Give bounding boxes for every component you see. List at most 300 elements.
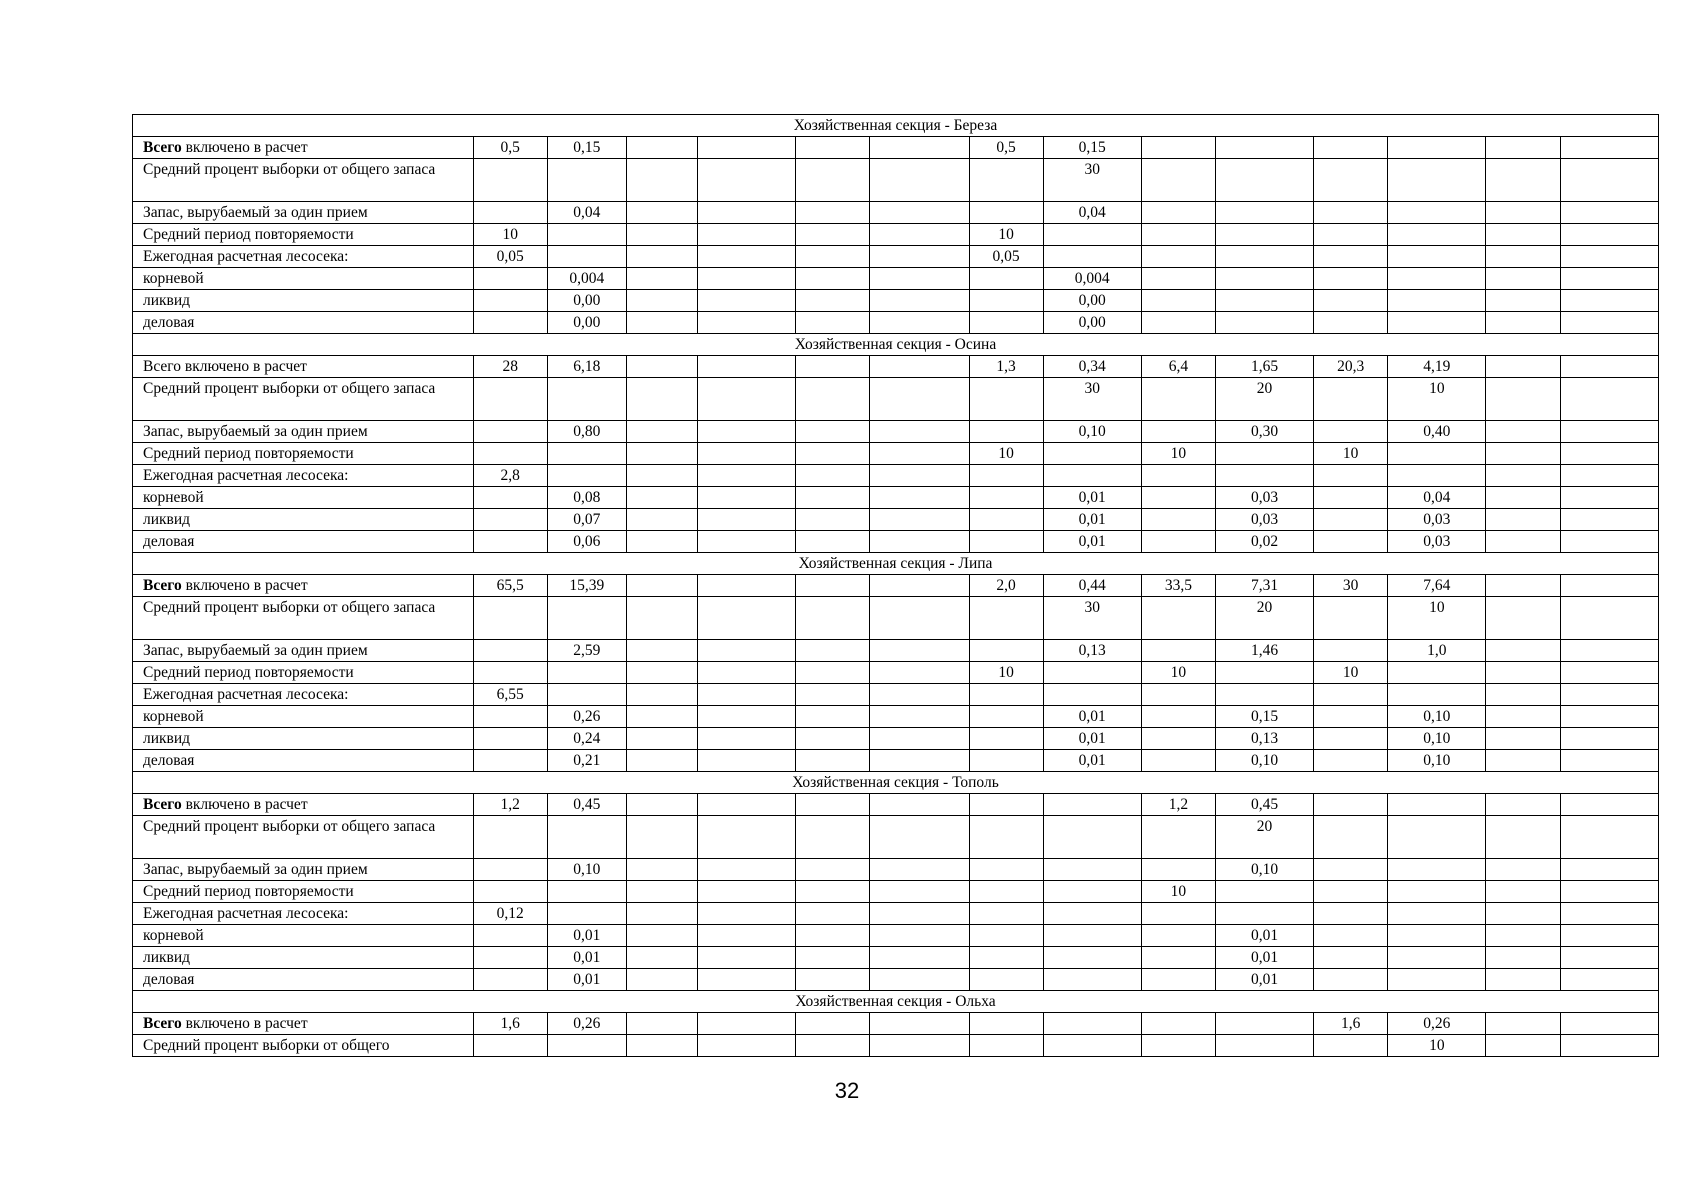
table-cell: 6,18: [547, 356, 626, 378]
table-cell: [1215, 246, 1313, 268]
table-cell: [796, 1035, 870, 1057]
table-cell: 0,01: [1215, 947, 1313, 969]
row-label-text: корневой: [143, 708, 204, 725]
table-cell: 0,01: [1215, 969, 1313, 991]
table-cell: [796, 794, 870, 816]
row-label: [133, 443, 474, 465]
table-cell: [698, 465, 796, 487]
table-cell: [969, 728, 1043, 750]
table-cell: [1141, 750, 1215, 772]
table-cell: [626, 575, 697, 597]
section-header-row: [133, 991, 1659, 1013]
table-cell: [796, 356, 870, 378]
table-cell: 0,10: [1388, 750, 1486, 772]
table-cell: 0,004: [547, 268, 626, 290]
row-label-text: деловая: [143, 314, 195, 331]
table-cell: [870, 662, 969, 684]
table-cell: [1486, 290, 1560, 312]
table-cell: [1560, 794, 1658, 816]
table-cell: [1043, 1035, 1141, 1057]
table-cell: [1215, 662, 1313, 684]
table-cell: [870, 531, 969, 553]
table-row: [133, 137, 1659, 159]
row-label-text: Средний процент выборки от общего запаса: [143, 599, 436, 616]
table-cell: [1314, 859, 1388, 881]
table-cell: [796, 268, 870, 290]
table-cell: [1486, 1035, 1560, 1057]
table-cell: [1486, 159, 1560, 202]
row-label-text: Ежегодная расчетная лесосека:: [143, 686, 349, 703]
row-label-text: ликвид: [143, 949, 191, 966]
table-cell: [1314, 378, 1388, 421]
row-label-text: включено в расчет: [185, 577, 308, 594]
table-cell: 0,00: [547, 312, 626, 334]
table-cell: 6,4: [1141, 356, 1215, 378]
table-cell: [1486, 487, 1560, 509]
table-row: [133, 378, 1659, 421]
table-cell: [1314, 903, 1388, 925]
table-cell: 10: [1388, 597, 1486, 640]
table-cell: [698, 597, 796, 640]
table-row: [133, 706, 1659, 728]
table-cell: [1560, 356, 1658, 378]
row-label: [133, 268, 474, 290]
section-header-row: [133, 115, 1659, 137]
row-label: [133, 750, 474, 772]
table-cell: 0,01: [547, 925, 626, 947]
table-cell: [969, 465, 1043, 487]
table-cell: [626, 421, 697, 443]
table-cell: [1141, 597, 1215, 640]
row-label: [133, 290, 474, 312]
row-label-bold: Всего: [143, 1015, 182, 1032]
table-cell: [473, 487, 547, 509]
row-label-text: включено в расчет: [185, 139, 308, 156]
table-cell: [1486, 246, 1560, 268]
table-cell: [1486, 268, 1560, 290]
table-cell: [1388, 246, 1486, 268]
table-row: [133, 531, 1659, 553]
row-label: [133, 794, 474, 816]
table-row: [133, 662, 1659, 684]
table-cell: [870, 246, 969, 268]
table-cell: 0,45: [1215, 794, 1313, 816]
section-header-row: [133, 553, 1659, 575]
row-label-text: включено в расчет: [185, 1015, 308, 1032]
table-cell: 0,24: [547, 728, 626, 750]
table-cell: 0,34: [1043, 356, 1141, 378]
table-cell: [1486, 947, 1560, 969]
row-label-text: Средний процент выборки от общего запаса: [143, 161, 436, 178]
table-cell: [1486, 443, 1560, 465]
table-cell: [1560, 947, 1658, 969]
table-cell: 30: [1043, 378, 1141, 421]
table-cell: [969, 859, 1043, 881]
table-cell: [473, 947, 547, 969]
table-cell: 0,10: [1215, 750, 1313, 772]
table-cell: [1215, 684, 1313, 706]
table-cell: [870, 378, 969, 421]
table-cell: [1314, 487, 1388, 509]
table-cell: [698, 1035, 796, 1057]
table-cell: [1388, 925, 1486, 947]
table-cell: [1388, 969, 1486, 991]
table-row: [133, 794, 1659, 816]
row-label-text: Ежегодная расчетная лесосека:: [143, 467, 349, 484]
table-cell: 0,04: [1043, 202, 1141, 224]
row-label-text: ликвид: [143, 730, 191, 747]
table-cell: [969, 1035, 1043, 1057]
table-cell: [1215, 224, 1313, 246]
table-cell: [698, 137, 796, 159]
table-cell: 0,26: [547, 706, 626, 728]
table-cell: [1560, 509, 1658, 531]
row-label: [133, 947, 474, 969]
row-label-text: деловая: [143, 971, 195, 988]
table-cell: [1141, 509, 1215, 531]
table-cell: [1486, 509, 1560, 531]
table-cell: [1141, 202, 1215, 224]
table-cell: [1486, 728, 1560, 750]
table-cell: [1314, 925, 1388, 947]
table-cell: 0,01: [1043, 750, 1141, 772]
row-label-text: Запас, вырубаемый за один прием: [143, 423, 368, 440]
table-cell: [1043, 224, 1141, 246]
row-label-text: Средний период повторяемости: [143, 883, 354, 900]
table-cell: [1560, 728, 1658, 750]
table-cell: 0,07: [547, 509, 626, 531]
table-row: [133, 465, 1659, 487]
section-title: Хозяйственная секция - Осина: [133, 334, 1659, 356]
row-label-text: Средний процент выборки от общего: [143, 1037, 390, 1054]
table-cell: [626, 706, 697, 728]
table-cell: [969, 925, 1043, 947]
table-cell: [698, 881, 796, 903]
table-cell: [870, 728, 969, 750]
row-label: [133, 356, 474, 378]
table-cell: [626, 1013, 697, 1035]
table-cell: [1486, 640, 1560, 662]
table-cell: 30: [1043, 159, 1141, 202]
table-cell: [796, 750, 870, 772]
table-cell: [626, 246, 697, 268]
section-header-row: [133, 334, 1659, 356]
row-label: [133, 202, 474, 224]
row-label-text: включено в расчет: [185, 796, 308, 813]
table-cell: 0,01: [1215, 925, 1313, 947]
table-cell: [870, 1013, 969, 1035]
table-cell: [473, 1035, 547, 1057]
table-cell: [1560, 531, 1658, 553]
table-cell: [547, 684, 626, 706]
table-cell: [1314, 947, 1388, 969]
table-cell: [870, 509, 969, 531]
table-cell: [1141, 903, 1215, 925]
table-cell: [1486, 903, 1560, 925]
table-cell: [626, 465, 697, 487]
table-cell: [796, 202, 870, 224]
table-cell: 10: [1141, 662, 1215, 684]
row-label: [133, 969, 474, 991]
table-cell: [969, 816, 1043, 859]
table-cell: 0,01: [1043, 706, 1141, 728]
table-cell: [1043, 881, 1141, 903]
table-cell: [870, 421, 969, 443]
table-cell: [1560, 684, 1658, 706]
table-cell: [1215, 137, 1313, 159]
table-cell: [796, 662, 870, 684]
table-cell: 0,10: [1388, 706, 1486, 728]
row-label: [133, 640, 474, 662]
table-cell: [698, 859, 796, 881]
table-cell: [796, 1013, 870, 1035]
table-cell: 0,08: [547, 487, 626, 509]
table-cell: [870, 969, 969, 991]
table-cell: 0,26: [547, 1013, 626, 1035]
row-label: [133, 465, 474, 487]
table-cell: 0,10: [1388, 728, 1486, 750]
row-label: [133, 487, 474, 509]
table-cell: [1314, 509, 1388, 531]
table-cell: [698, 356, 796, 378]
table-row: [133, 268, 1659, 290]
table-cell: [870, 443, 969, 465]
table-cell: [473, 750, 547, 772]
row-label: [133, 421, 474, 443]
table-cell: [1043, 1013, 1141, 1035]
table-cell: [1314, 137, 1388, 159]
row-label: [133, 684, 474, 706]
row-label-bold: Всего: [143, 139, 182, 156]
row-label-text: ликвид: [143, 511, 191, 528]
table-cell: [473, 290, 547, 312]
table-cell: 7,64: [1388, 575, 1486, 597]
table-cell: [698, 224, 796, 246]
table-cell: [547, 443, 626, 465]
table-cell: [1043, 443, 1141, 465]
table-cell: 2,0: [969, 575, 1043, 597]
table-cell: [870, 159, 969, 202]
table-cell: 10: [1388, 1035, 1486, 1057]
table-cell: [1141, 816, 1215, 859]
row-label: [133, 881, 474, 903]
table-cell: [1560, 137, 1658, 159]
table-cell: [796, 925, 870, 947]
table-cell: [698, 662, 796, 684]
table-cell: [796, 881, 870, 903]
table-cell: [969, 487, 1043, 509]
table-cell: [1560, 487, 1658, 509]
table-cell: [1215, 903, 1313, 925]
table-cell: [626, 947, 697, 969]
table-cell: [698, 640, 796, 662]
table-cell: [1141, 728, 1215, 750]
row-label-text: Запас, вырубаемый за один прием: [143, 861, 368, 878]
table-cell: [473, 531, 547, 553]
table-cell: 0,05: [473, 246, 547, 268]
table-cell: 0,04: [1388, 487, 1486, 509]
table-cell: [1388, 224, 1486, 246]
table-cell: 0,10: [1043, 421, 1141, 443]
table-cell: [969, 509, 1043, 531]
table-cell: [698, 443, 796, 465]
table-cell: [1560, 575, 1658, 597]
table-row: [133, 903, 1659, 925]
table-cell: 0,03: [1215, 487, 1313, 509]
table-row: [133, 925, 1659, 947]
table-cell: [1141, 859, 1215, 881]
table-cell: 0,04: [547, 202, 626, 224]
row-label: [133, 137, 474, 159]
table-cell: [1388, 881, 1486, 903]
table-cell: [1314, 750, 1388, 772]
table-cell: [796, 816, 870, 859]
table-cell: 1,65: [1215, 356, 1313, 378]
row-label: [133, 1035, 474, 1057]
table-cell: [1141, 312, 1215, 334]
table-cell: [1560, 662, 1658, 684]
table-cell: [1314, 268, 1388, 290]
table-cell: 0,00: [1043, 290, 1141, 312]
table-cell: 0,15: [1043, 137, 1141, 159]
table-cell: [473, 597, 547, 640]
table-cell: 0,5: [969, 137, 1043, 159]
table-cell: 0,40: [1388, 421, 1486, 443]
table-cell: [1486, 881, 1560, 903]
table-cell: [870, 290, 969, 312]
table-cell: [870, 859, 969, 881]
table-cell: 0,05: [969, 246, 1043, 268]
table-cell: [1486, 465, 1560, 487]
table-cell: [473, 509, 547, 531]
table-cell: [473, 202, 547, 224]
table-cell: 0,00: [1043, 312, 1141, 334]
section-title: Хозяйственная секция - Ольха: [133, 991, 1659, 1013]
table-cell: [473, 443, 547, 465]
table-cell: [1141, 487, 1215, 509]
table-cell: [626, 487, 697, 509]
table-row: [133, 881, 1659, 903]
row-label-text: Запас, вырубаемый за один прием: [143, 642, 368, 659]
table-cell: [698, 684, 796, 706]
table-cell: [870, 356, 969, 378]
table-cell: [1486, 378, 1560, 421]
table-cell: [626, 750, 697, 772]
table-cell: [1314, 706, 1388, 728]
table-cell: [473, 859, 547, 881]
table-cell: [1314, 531, 1388, 553]
table-cell: [1560, 925, 1658, 947]
table-cell: [870, 947, 969, 969]
table-cell: [626, 728, 697, 750]
table-cell: [796, 728, 870, 750]
table-cell: [698, 925, 796, 947]
table-cell: [626, 268, 697, 290]
table-cell: 20: [1215, 816, 1313, 859]
table-cell: 2,8: [473, 465, 547, 487]
table-cell: [1141, 159, 1215, 202]
table-cell: [1215, 881, 1313, 903]
table-cell: [473, 969, 547, 991]
row-label-text: Средний процент выборки от общего запаса: [143, 818, 436, 835]
table-cell: [626, 881, 697, 903]
table-cell: [1560, 465, 1658, 487]
table-cell: [870, 925, 969, 947]
row-label-text: Средний период повторяемости: [143, 445, 354, 462]
table-cell: [796, 575, 870, 597]
table-cell: [796, 509, 870, 531]
table-cell: [1314, 1035, 1388, 1057]
table-cell: [1486, 662, 1560, 684]
table-cell: 7,31: [1215, 575, 1313, 597]
table-cell: [969, 969, 1043, 991]
table-cell: [1043, 947, 1141, 969]
table-cell: 0,30: [1215, 421, 1313, 443]
table-cell: [1486, 531, 1560, 553]
table-cell: [870, 202, 969, 224]
table-row: [133, 356, 1659, 378]
table-cell: [473, 268, 547, 290]
table-cell: [1141, 465, 1215, 487]
table-cell: [1388, 290, 1486, 312]
table-cell: 0,15: [547, 137, 626, 159]
table-cell: 0,01: [547, 947, 626, 969]
table-cell: [969, 268, 1043, 290]
table-cell: [1560, 443, 1658, 465]
table-cell: [796, 312, 870, 334]
table-cell: 0,12: [473, 903, 547, 925]
table-cell: [626, 202, 697, 224]
table-cell: [1560, 816, 1658, 859]
table-cell: [969, 531, 1043, 553]
table-cell: 10: [969, 443, 1043, 465]
table-cell: [870, 816, 969, 859]
row-label: [133, 509, 474, 531]
table-row: [133, 684, 1659, 706]
table-cell: [796, 684, 870, 706]
table-cell: [1560, 268, 1658, 290]
table-cell: [626, 662, 697, 684]
table-cell: [1486, 816, 1560, 859]
table-cell: [1215, 1013, 1313, 1035]
table-cell: [1560, 706, 1658, 728]
table-cell: [1314, 597, 1388, 640]
table-cell: [1141, 137, 1215, 159]
table-cell: [626, 1035, 697, 1057]
table-cell: 0,5: [473, 137, 547, 159]
table-cell: [626, 137, 697, 159]
section-title: Хозяйственная секция - Липа: [133, 553, 1659, 575]
table-cell: [626, 159, 697, 202]
table-cell: [698, 268, 796, 290]
table-cell: [796, 290, 870, 312]
table-cell: [1141, 224, 1215, 246]
table-cell: [1486, 575, 1560, 597]
table-cell: 0,21: [547, 750, 626, 772]
table-cell: [969, 1013, 1043, 1035]
table-cell: [1314, 465, 1388, 487]
table-cell: [1314, 202, 1388, 224]
table-cell: [626, 378, 697, 421]
table-cell: [1560, 246, 1658, 268]
table-cell: [969, 378, 1043, 421]
table-cell: [626, 903, 697, 925]
table-cell: [1043, 969, 1141, 991]
row-label-text: Всего включено в расчет: [143, 358, 307, 375]
table-cell: [1215, 159, 1313, 202]
section-title: Хозяйственная секция - Тополь: [133, 772, 1659, 794]
table-cell: [1388, 443, 1486, 465]
